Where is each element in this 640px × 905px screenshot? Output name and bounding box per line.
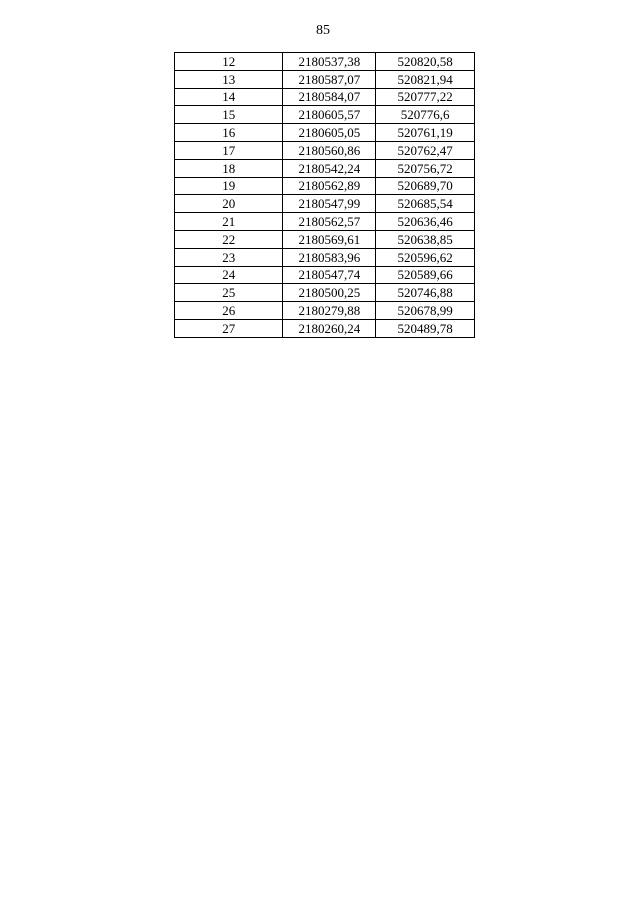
y-coordinate-cell: 520821,94 bbox=[376, 70, 475, 88]
table-row bbox=[175, 319, 475, 337]
x-coordinate-cell: 2180605,05 bbox=[283, 124, 376, 142]
table-row bbox=[175, 159, 475, 177]
table-row bbox=[175, 195, 475, 213]
y-coordinate-cell: 520596,62 bbox=[376, 248, 475, 266]
point-number-cell: 17 bbox=[175, 141, 283, 159]
x-coordinate-cell: 2180500,25 bbox=[283, 284, 376, 302]
table-row bbox=[175, 177, 475, 195]
x-coordinate-cell: 2180537,38 bbox=[283, 53, 376, 71]
table-row bbox=[175, 266, 475, 284]
page-number: 85 bbox=[316, 23, 330, 38]
table-row bbox=[175, 302, 475, 320]
x-coordinate-cell: 2180562,57 bbox=[283, 213, 376, 231]
x-coordinate-cell: 2180587,07 bbox=[283, 70, 376, 88]
point-number-cell: 15 bbox=[175, 106, 283, 124]
point-number-cell: 13 bbox=[175, 70, 283, 88]
point-number-cell: 20 bbox=[175, 195, 283, 213]
x-coordinate-cell: 2180260,24 bbox=[283, 319, 376, 337]
x-coordinate-cell: 2180605,57 bbox=[283, 106, 376, 124]
table-row bbox=[175, 213, 475, 231]
table-row bbox=[175, 124, 475, 142]
y-coordinate-cell: 520689,70 bbox=[376, 177, 475, 195]
table-row bbox=[175, 284, 475, 302]
x-coordinate-cell: 2180584,07 bbox=[283, 88, 376, 106]
y-coordinate-cell: 520777,22 bbox=[376, 88, 475, 106]
y-coordinate-cell: 520636,46 bbox=[376, 213, 475, 231]
table-row bbox=[175, 53, 475, 71]
point-number-cell: 16 bbox=[175, 124, 283, 142]
y-coordinate-cell: 520589,66 bbox=[376, 266, 475, 284]
point-number-cell: 25 bbox=[175, 284, 283, 302]
x-coordinate-cell: 2180547,99 bbox=[283, 195, 376, 213]
table-row bbox=[175, 230, 475, 248]
table-body bbox=[175, 53, 475, 338]
y-coordinate-cell: 520776,6 bbox=[376, 106, 475, 124]
table-row bbox=[175, 248, 475, 266]
table-row bbox=[175, 88, 475, 106]
point-number-cell: 12 bbox=[175, 53, 283, 71]
y-coordinate-cell: 520761,19 bbox=[376, 124, 475, 142]
point-number-cell: 21 bbox=[175, 213, 283, 231]
point-number-cell: 19 bbox=[175, 177, 283, 195]
x-coordinate-cell: 2180542,24 bbox=[283, 159, 376, 177]
x-coordinate-cell: 2180583,96 bbox=[283, 248, 376, 266]
y-coordinate-cell: 520678,99 bbox=[376, 302, 475, 320]
table-row bbox=[175, 141, 475, 159]
y-coordinate-cell: 520746,88 bbox=[376, 284, 475, 302]
y-coordinate-cell: 520638,85 bbox=[376, 230, 475, 248]
y-coordinate-cell: 520762,47 bbox=[376, 141, 475, 159]
point-number-cell: 26 bbox=[175, 302, 283, 320]
y-coordinate-cell: 520685,54 bbox=[376, 195, 475, 213]
y-coordinate-cell: 520820,58 bbox=[376, 53, 475, 71]
x-coordinate-cell: 2180569,61 bbox=[283, 230, 376, 248]
point-number-cell: 24 bbox=[175, 266, 283, 284]
x-coordinate-cell: 2180560,86 bbox=[283, 141, 376, 159]
coordinates-table bbox=[174, 52, 475, 338]
y-coordinate-cell: 520489,78 bbox=[376, 319, 475, 337]
point-number-cell: 22 bbox=[175, 230, 283, 248]
table-row bbox=[175, 70, 475, 88]
y-coordinate-cell: 520756,72 bbox=[376, 159, 475, 177]
point-number-cell: 14 bbox=[175, 88, 283, 106]
x-coordinate-cell: 2180279,88 bbox=[283, 302, 376, 320]
point-number-cell: 27 bbox=[175, 319, 283, 337]
point-number-cell: 18 bbox=[175, 159, 283, 177]
point-number-cell: 23 bbox=[175, 248, 283, 266]
x-coordinate-cell: 2180547,74 bbox=[283, 266, 376, 284]
table-row bbox=[175, 106, 475, 124]
x-coordinate-cell: 2180562,89 bbox=[283, 177, 376, 195]
